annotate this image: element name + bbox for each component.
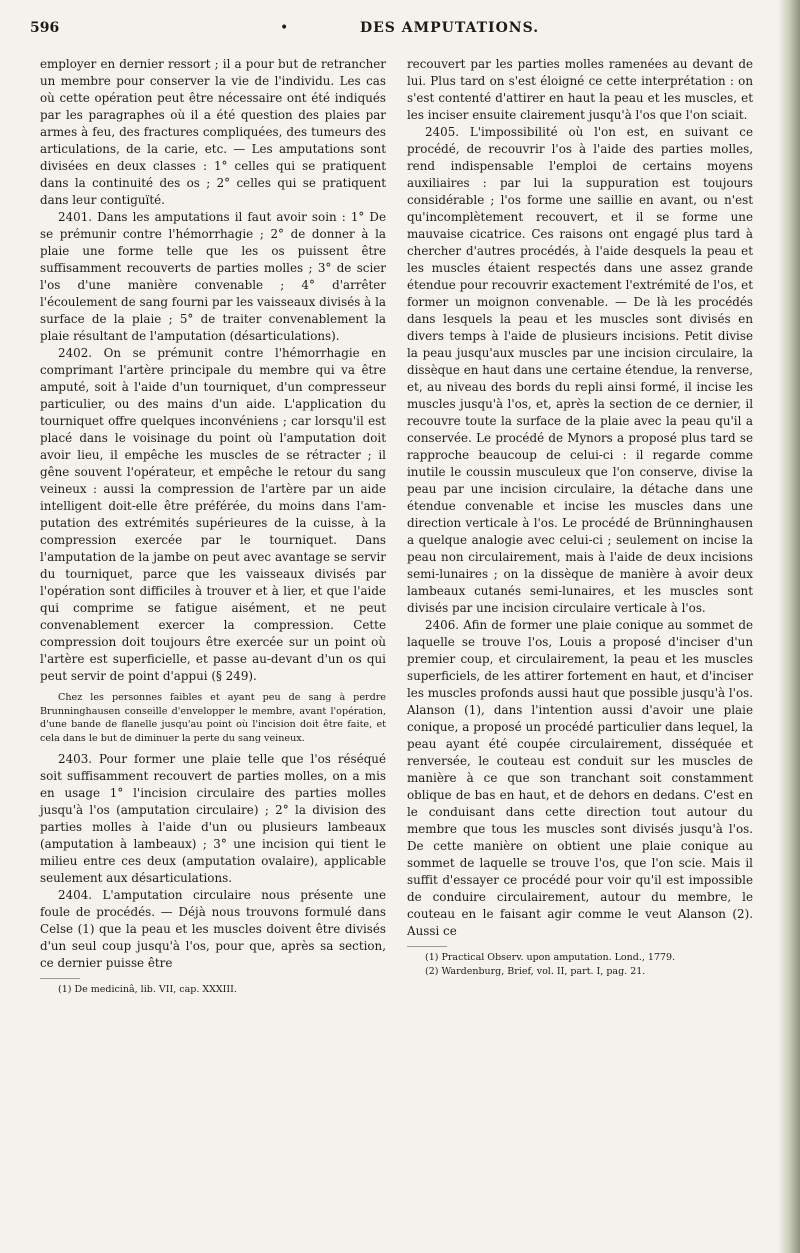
running-title: DES AMPUTATIONS. xyxy=(360,20,540,36)
right-column xyxy=(407,56,753,978)
footnote-rule xyxy=(40,978,80,979)
paragraph: recouvert par les parties molles ramenées au devant de lui. Plus tard on s'est éloigné ce cette interprétation : on s'est contenté d'attirer en haut la peau et les muscles, et les inciser ensuite clairement jusqu'à l'os que l'on sciait. xyxy=(407,57,753,122)
left-column xyxy=(40,56,386,997)
header-bullet: • xyxy=(280,20,289,36)
page-header xyxy=(30,20,750,42)
paragraph: employer en dernier ressort ; il a pour but de retrancher un membre pour conserver la vie de l'individu. Les cas où cette opération peut être nécessaire ont été indiqués par les paragraphes où il a été question des plaies par armes à feu, des fractures compliquées, des tumeurs des articulations, de la carie, etc. — Les amputations sont divisées en deux classes : 1° celles qui se pratiquent dans la continuité des os ; 2° celles qui se pratiquent dans leur contiguïté. xyxy=(40,57,386,207)
paragraph-2402: 2402. On se prémunit contre l'hémorrhagie en comprimant l'artère principale du membre qui va être amputé, soit à l'aide d'un tourniquet, d'un compresseur particulier, ou des mains d'un aide. L'application du tourniquet offre quelques inconvéniens ; car lorsqu'il est placé dans le voisinage du point où l'amputation doit avoir lieu, il empêche les muscles de se rétracter ; il gêne souvent l'opérateur, et empêche le retour du sang veineux : aussi la compression de l'artère par un aide intelligent doit-elle être préférée, du moins dans l'amputation des extrémités supérieures de la cuisse, à la compression exercée par le tourniquet. Dans l'amputation de la jambe on peut avec avantage se servir du tourniquet, parce que les vaisseaux divisés par l'opération sont difficiles à trouver et à lier, et que l'aide qui comprime se fatigue aisément, et ne peut convenablement exercer la compression. Cette compression doit toujours être exercée sur un point où l'artère est superficielle, et passe au-devant d'un os qui peut servir de point d'appui (§ 249). xyxy=(40,346,386,683)
footnote-rule xyxy=(407,946,447,947)
paragraph-2405: 2405. L'impossibilité où l'on est, en suivant ce procédé, de recouvrir l'os à l'aide des parties molles, rend indispensable l'emploi de certains moyens auxiliaires : par lui la suppuration est toujours considérable ; l'os forme une saillie en avant, ou n'est qu'incomplètement recouvert, et il se forme une mauvaise cicatrice. Ces raisons ont engagé plus tard à chercher d'autres procédés, à l'aide desquels la peau et les muscles étaient respectés dans une assez grande étendue pour recouvrir exactement l'extrémité de l'os, et former un moignon convenable. — De là les procédés dans lesquels la peau et les muscles sont divisés en divers temps à l'aide de plusieurs incisions. Petit divise la peau jusqu'aux muscles par une incision circulaire, la dissèque en haut dans une certaine étendue, la renverse, et, au niveau des bords du repli ainsi formé, il incise les muscles jusqu'à l'os, et, après la section de ce dernier, il recouvre toute la surface de la plaie avec la peau qu'il a conservée. Le procédé de Mynors a proposé plus tard se rapproche beaucoup de celui-ci : il regarde comme inutile le coussin musculeux que l'on conserve, divise la peau par une incision circulaire, la détache dans une étendue convenable et incise les muscles dans une direction verticale à l'os. Le procédé de Brünninghausen a quelque analogie avec celui-ci ; seulement on incise la peau non circulairement, mais à l'aide de deux incisions semi-lunaires ; on la dissèque de manière à avoir deux lambeaux cutanés semi-lunaires, et les muscles sont divisés par une incision circulaire verticale à l'os. xyxy=(407,125,753,615)
small-note: Chez les personnes faibles et ayant peu de sang à perdre Brunninghausen conseille d'envelopper le membre, avant l'opération, d'une bande de flanelle jusqu'au point où l'incision doit être faite, et cela dans le but de diminuer la perte du sang veineux. xyxy=(40,692,386,744)
paragraph-2403: 2403. Pour former une plaie telle que l'os réséqué soit suffisamment recouvert de parties molles, on a mis en usage 1° l'incision circulaire des parties molles jusqu'à l'os (amputation circulaire) ; 2° la division des parties molles à l'aide d'un ou plusieurs lambeaux (amputation à lambeaux) ; 3° une incision qui tient le milieu entre ces deux (amputation ovalaire), applicable seulement aux désarticulations. xyxy=(40,752,386,885)
footnote-1: (1) Practical Observ. upon amputation. Lond., 1779. xyxy=(425,952,676,963)
paragraph-2401: 2401. Dans les amputations il faut avoir soin : 1° De se prémunir contre l'hémorrhagie ; 2° de donner à la plaie une forme telle que les os puissent être suffisamment recouverts de parties molles ; 3° de scier l'os d'une manière convenable ; 4° d'arrêter l'écoulement de sang fourni par les vaisseaux divisés à la surface de la plaie ; 5° de traiter convenablement la plaie résultant de l'amputation (désarticulations). xyxy=(40,210,386,343)
footnote: (1) De medicinâ, lib. VII, cap. XXXIII. xyxy=(58,984,237,995)
footnote-2: (2) Wardenburg, Brief, vol. II, part. I, pag. 21. xyxy=(425,965,646,977)
page-number: 596 xyxy=(30,20,60,36)
paragraph-2404: 2404. L'amputation circulaire nous présente une foule de procédés. — Déjà nous trouvons formulé dans Celse (1) que la peau et les muscles doivent être divisés d'un seul coup jusqu'à l'os, pour que, après sa section, ce dernier puisse être xyxy=(40,888,386,970)
paragraph-2406: 2406. Afin de former une plaie conique au sommet de laquelle se trouve l'os, Louis a proposé d'inciser d'un premier coup, et circulairement, la peau et les muscles superficiels, de les attirer fortement en haut, et d'inciser les muscles profonds aussi haut que possible jusqu'à l'os. Alanson (1), dans l'intention aussi d'avoir une plaie conique, a proposé un procédé particulier dans lequel, la peau ayant été coupée circulairement, disséquée et renversée, le couteau est conduit sur les muscles de manière à ce que son tranchant soit constamment oblique de bas en haut, et de dehors en dedans. C'est en le conduisant dans cette direction tout autour du membre que tous les muscles sont divisés jusqu'à l'os. De cette manière on obtient une plaie conique au sommet de laquelle se trouve l'os, que l'on scie. Mais il suffit d'essayer ce procédé pour voir qu'il est impossible de conduire circulairement, autour du membre, le couteau en le faisant agir comme le veut Alanson (2). Aussi ce xyxy=(407,618,753,938)
page-edge-shadow xyxy=(778,0,800,1253)
